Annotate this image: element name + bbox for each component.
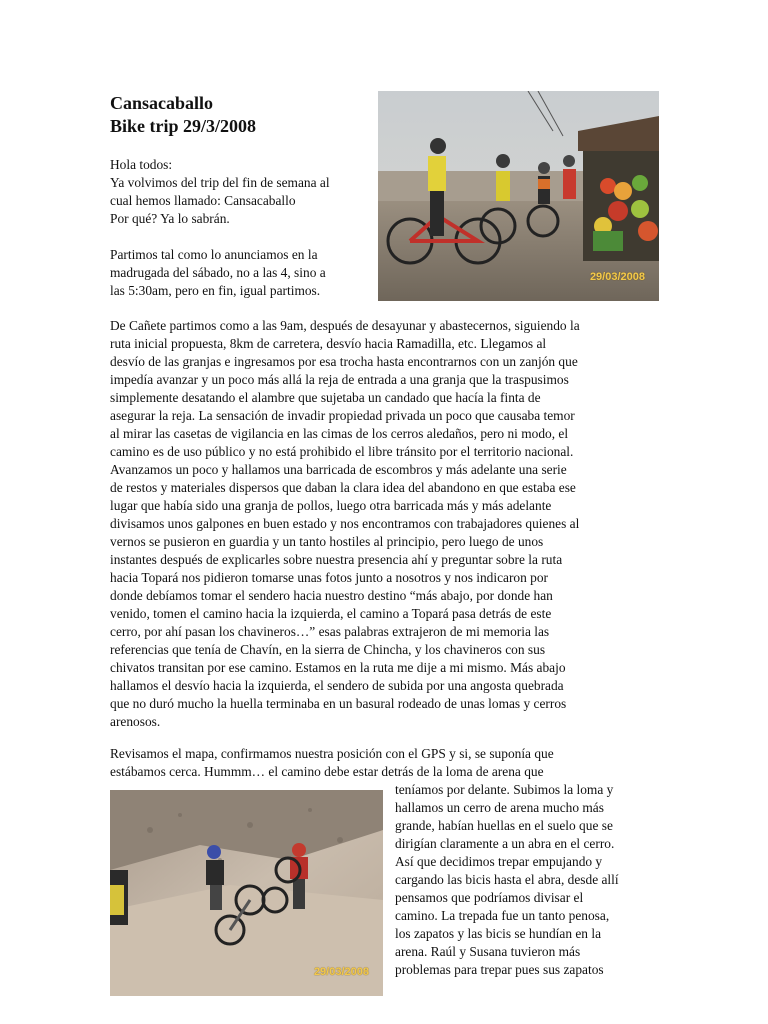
intro-departure-paragraph: [110, 246, 372, 300]
title-line-1: Cansacaballo: [110, 93, 214, 113]
second-paragraph-side: [395, 781, 663, 979]
text-line: Hola todos:: [110, 157, 173, 172]
text-line: hallamos el desvío hacia la izquierda, el sendero de subida por una angosta quebrada: [110, 678, 564, 693]
text-line: cual hemos llamado: Cansacaballo: [110, 193, 296, 208]
text-line: problemas para trepar pues sus zapatos: [395, 962, 604, 977]
text-line: venido, tomen el camino hacia la izquierda, el camino a Topará pasa detrás de este: [110, 606, 552, 621]
document-title: [110, 92, 370, 138]
text-line: las 5:30am, pero en fin, igual partimos.: [110, 283, 321, 298]
text-line: grande, habían huellas en el suelo que se: [395, 818, 613, 833]
photo-date-stamp: 29/03/2008: [313, 966, 369, 978]
text-line: madrugada del sábado, no a las 4, sino a: [110, 265, 326, 280]
text-line: Así que decidimos trepar empujando y: [395, 854, 603, 869]
text-line: pensamos que podríamos divisar el: [395, 890, 584, 905]
text-line: arenosos.: [110, 714, 161, 729]
text-line: Avanzamos un poco y hallamos una barricada de escombros y más adelante una serie: [110, 462, 567, 477]
text-line: camino es de uso público y no está prohibido el libre tránsito por el territorio nacional.: [110, 444, 574, 459]
photo-date-stamp: 29/03/2008: [589, 271, 645, 283]
text-line: Revisamos el mapa, confirmamos nuestra posición con el GPS y si, se suponía que: [110, 746, 554, 761]
main-paragraph: [110, 317, 659, 731]
text-line: impedía avanzar y un poco más allá la reja de entrada a una granja que la traspusimos: [110, 372, 569, 387]
text-line: teníamos por delante. Subimos la loma y: [395, 782, 614, 797]
text-line: donde debíamos tomar el sendero hacia nuestro destino “más abajo, por donde han: [110, 588, 553, 603]
text-line: De Cañete partimos como a las 9am, después de desayunar y abastecernos, siguiendo la: [110, 318, 580, 333]
text-line: al mirar las casetas de vigilancia en las cimas de los cerros aledaños, pero ni modo, el: [110, 426, 569, 441]
title-line-2: Bike trip 29/3/2008: [110, 116, 257, 136]
second-paragraph-top: [110, 745, 659, 781]
text-line: arena. Raúl y Susana tuvieron más: [395, 944, 581, 959]
text-line: asegurar la reja. La sensación de invadir propiedad privada un poco que causaba temor: [110, 408, 575, 423]
text-line: referencias que tenía de Chavín, en la sierra de Chincha, y los chavineros con sus: [110, 642, 546, 657]
text-line: chivatos transitan por ese camino. Estamos en la ruta me dije a mi mismo. Más abajo: [110, 660, 566, 675]
text-line: desvío de las granjas e ingresamos por esa trocha hasta encontrarnos con un zanjón que: [110, 354, 578, 369]
cyclists-fruit-stand-photo: [378, 91, 659, 301]
cyclists-sand-hill-photo: [110, 790, 383, 996]
text-line: lugar que había sido una granja de pollos, luego otra barricada más y más adelante: [110, 498, 552, 513]
text-line: de restos y materiales dispersos que daban la clara idea del abandono en que estaba ese: [110, 480, 576, 495]
text-line: simplemente desatando el alambre que sujetaba un candado que hacía la finta de: [110, 390, 541, 405]
intro-greeting-paragraph: [110, 156, 372, 228]
text-line: Por qué? Ya lo sabrán.: [110, 211, 230, 226]
text-line: vernos se pusieron en guardia y un tanto hostiles al principio, pero luego de unos: [110, 534, 544, 549]
text-line: camino. La trepada fue un tanto penosa,: [395, 908, 610, 923]
text-line: instantes después de explicarles sobre nuestra presencia ahí y preguntar sobre la ruta: [110, 552, 563, 567]
text-line: hacia Topará nos pidieron tomarse unas fotos junto a nosotros y nos indicaron por: [110, 570, 549, 585]
text-line: dirigían claramente a un abra en el cerro.: [395, 836, 615, 851]
text-line: ruta inicial propuesta, 8km de carretera, desvío hacia Ramadilla, etc. Llegamos al: [110, 336, 547, 351]
photo-illustration: [378, 91, 659, 301]
text-line: estábamos cerca. Hummm… el camino debe estar detrás de la loma de arena que: [110, 764, 544, 779]
text-line: los zapatos y las bicis se hundían en la: [395, 926, 602, 941]
text-line: cargando las bicis hasta el abra, desde allí: [395, 872, 619, 887]
text-line: hallamos un cerro de arena mucho más: [395, 800, 604, 815]
text-line: Ya volvimos del trip del fin de semana al: [110, 175, 330, 190]
text-line: cerro, por ahí pasan los chavineros…” esas palabras extrajeron de mi memoria las: [110, 624, 550, 639]
text-line: divisamos unos galpones en buen estado y nos encontramos con trabajadores quienes al: [110, 516, 580, 531]
text-line: que no duró mucho la huella terminaba en un basural rodeado de unas lomas y cerros: [110, 696, 567, 711]
text-line: Partimos tal como lo anunciamos en la: [110, 247, 318, 262]
intro-text: [110, 156, 372, 318]
